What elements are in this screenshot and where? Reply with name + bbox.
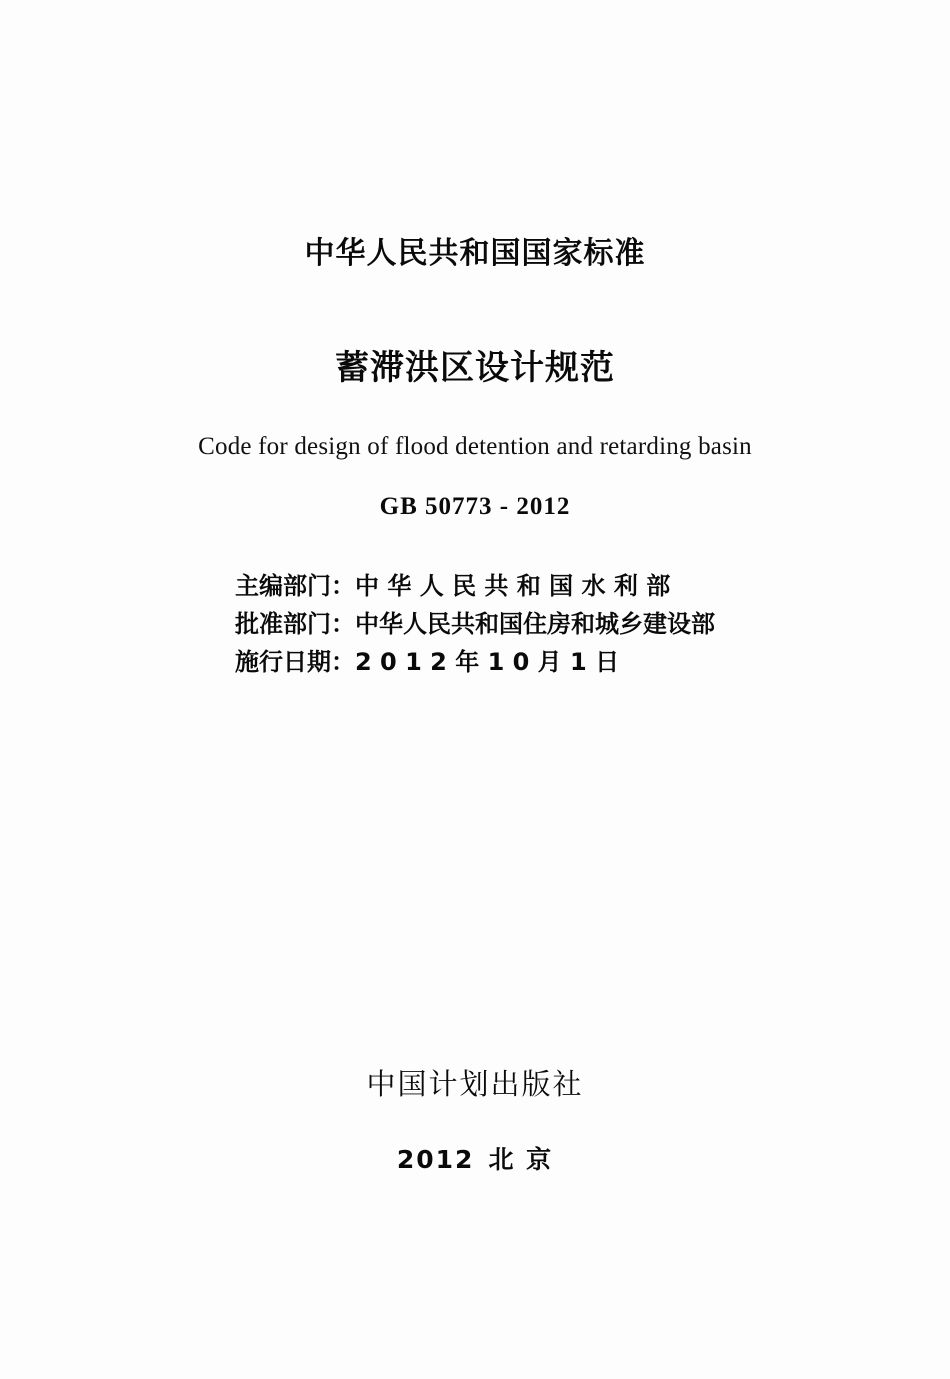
year-city-line bbox=[0, 1140, 950, 1176]
metadata-row-effective-date: 施行日期：2 0 1 2 年 1 0 月 1 日 bbox=[235, 648, 620, 676]
metadata-row-approval-department: 批准部门：中华人民共和国住房和城乡建设部 bbox=[235, 610, 715, 638]
publisher-name: 中国计划出版社 bbox=[366, 1067, 584, 1101]
document-title-chinese: 蓄滞洪区设计规范 bbox=[335, 348, 615, 388]
title-block bbox=[0, 228, 950, 681]
publisher-block bbox=[0, 1062, 950, 1176]
document-title-english: Code for design of flood detention and retarding basin bbox=[198, 433, 752, 460]
metadata-block bbox=[235, 567, 715, 681]
standard-code: GB 50773 - 2012 bbox=[379, 493, 571, 520]
publication-city: 北 京 bbox=[488, 1145, 554, 1174]
metadata-row-chief-department: 主编部门：中 华 人 民 共 和 国 水 利 部 bbox=[235, 572, 671, 600]
publication-year: 2012 bbox=[396, 1145, 475, 1174]
standard-header: 中华人民共和国国家标准 bbox=[304, 236, 646, 271]
